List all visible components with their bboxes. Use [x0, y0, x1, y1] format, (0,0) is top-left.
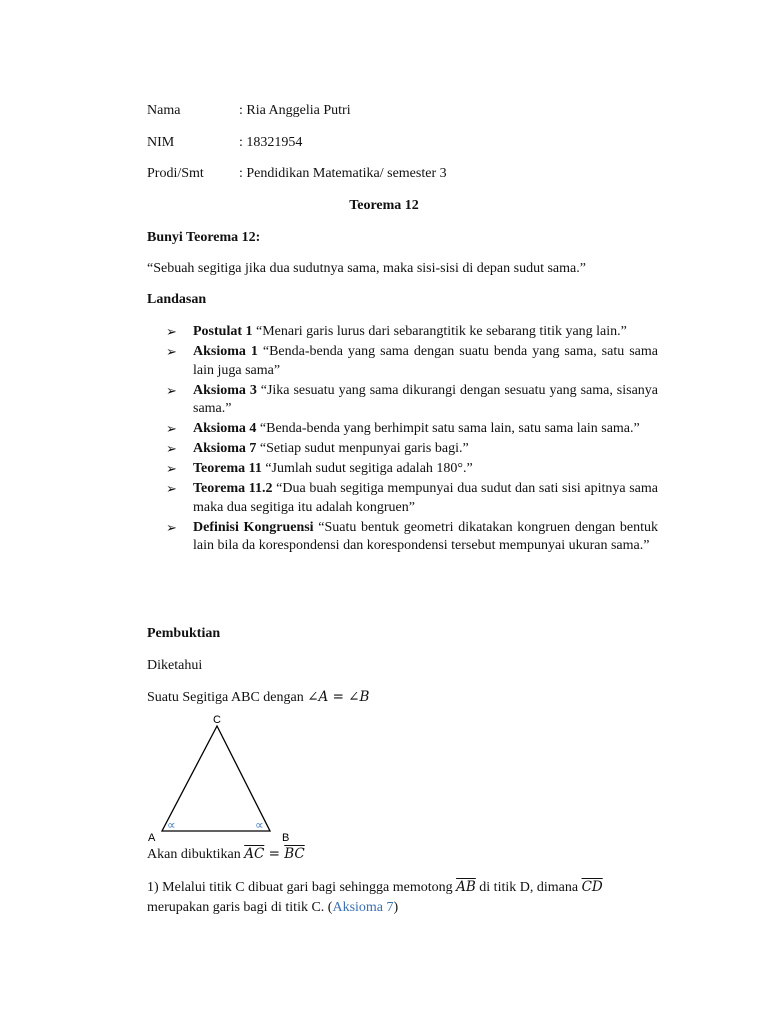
step1-text-a: 1) Melalui titik C dibuat gari bagi sehingga memotong — [147, 880, 457, 895]
bunyi-text: “Sebuah segitiga jika dua sudutnya sama, maka sisi-sisi di depan sudut sama.” — [147, 261, 586, 276]
vertex-a-label: A — [148, 832, 156, 844]
diketahui-text: Diketahui — [147, 658, 203, 673]
arrow-bullet-icon: ➢ — [166, 324, 177, 339]
item-term: Aksioma 4 — [193, 421, 257, 436]
prodi-value: : Pendidikan Matematika/ semester 3 — [239, 166, 447, 181]
item-text: “Suatu bentuk geometri dikatakan kongruen dengan bentuk lain bila da korespondensi dan korespondensi tersebut mempunyai ukuran sama.” — [193, 519, 659, 553]
page-title: Teorema 12 — [349, 198, 419, 213]
segment-ab: $\overline{AB}$ — [456, 879, 476, 895]
aksioma-7-link[interactable]: Aksioma 7 — [332, 900, 394, 915]
pembuktian-heading: Pembuktian — [147, 626, 221, 641]
item-term: Teorema 11 — [193, 461, 262, 476]
list-item — [166, 519, 658, 556]
given-math: ∠A = ∠B — [307, 689, 370, 705]
step1-line2 — [147, 900, 398, 916]
arrow-bullet-icon: ➢ — [166, 421, 177, 436]
step1-text-c: merupakan garis bagi di titik C. ( — [147, 900, 333, 915]
nama-value: : Ria Anggelia Putri — [239, 103, 351, 118]
item-term: Aksioma 1 — [193, 344, 258, 359]
segment-cd: $\overline{CD}$ — [581, 879, 603, 895]
bunyi-heading: Bunyi Teorema 12: — [147, 230, 261, 245]
item-text: “Benda-benda yang sama dengan suatu benda yang sama, satu sama lain juga sama” — [193, 344, 658, 378]
equals-sign: = — [264, 846, 285, 862]
item-text: “Menari garis lurus dari sebarangtitik ke sebarang titik yang lain.” — [252, 324, 627, 339]
step1-text-b: di titik D, dimana — [475, 880, 582, 895]
list-item — [166, 323, 658, 342]
list-item — [166, 480, 658, 517]
landasan-heading: Landasan — [147, 292, 207, 307]
vertex-b-label: B — [282, 832, 290, 844]
arrow-bullet-icon: ➢ — [166, 519, 177, 535]
item-text: “Jumlah sudut segitiga adalah 180°.” — [261, 461, 473, 476]
prove-line — [147, 846, 305, 863]
prove-text: Akan dibuktikan — [147, 847, 245, 862]
arrow-bullet-icon: ➢ — [166, 441, 177, 456]
arrow-bullet-icon: ➢ — [166, 481, 177, 496]
item-term: Aksioma 7 — [193, 441, 257, 456]
nama-label: Nama — [147, 103, 181, 118]
angle-b-mark: ∝ — [255, 818, 264, 832]
list-item — [166, 420, 658, 439]
nim-value: : 18321954 — [239, 135, 303, 150]
given-text: Suatu Segitiga ABC dengan — [147, 690, 308, 705]
item-text: “Dua buah segitiga mempunyai dua sudut dan sati sisi apitnya sama maka dua segitiga itu adalah kongruen” — [193, 481, 658, 515]
item-term: Definisi Kongruensi — [193, 519, 314, 535]
item-term: Postulat 1 — [193, 324, 253, 339]
angle-a-mark: ∝ — [167, 818, 176, 832]
segment-bc: $\overline{BC}$ — [284, 846, 305, 862]
landasan-list — [166, 323, 658, 557]
step1-line1 — [147, 879, 603, 896]
item-text: “Jika sesuatu yang sama dikurangi dengan sesuatu yang sama, sisanya sama.” — [193, 382, 658, 416]
triangle-abc — [162, 726, 270, 831]
list-item — [166, 440, 658, 459]
arrow-bullet-icon: ➢ — [166, 461, 177, 476]
item-term: Aksioma 3 — [193, 382, 257, 398]
arrow-bullet-icon: ➢ — [166, 382, 177, 398]
arrow-bullet-icon: ➢ — [166, 344, 177, 359]
segment-ac: $\overline{AC}$ — [244, 846, 265, 862]
item-text: “Benda-benda yang berhimpit satu sama lain, satu sama lain sama.” — [256, 421, 640, 436]
prodi-label: Prodi/Smt — [147, 166, 204, 181]
given-line — [147, 689, 369, 706]
list-item — [166, 460, 658, 479]
nim-label: NIM — [147, 135, 175, 150]
step1-text-d: ) — [393, 900, 399, 915]
item-text: “Setiap sudut menpunyai garis bagi.” — [256, 441, 469, 456]
list-item — [166, 343, 658, 380]
list-item — [166, 382, 658, 419]
triangle-figure — [140, 708, 310, 848]
item-term: Teorema 11.2 — [193, 481, 273, 496]
vertex-c-label: C — [213, 714, 221, 726]
